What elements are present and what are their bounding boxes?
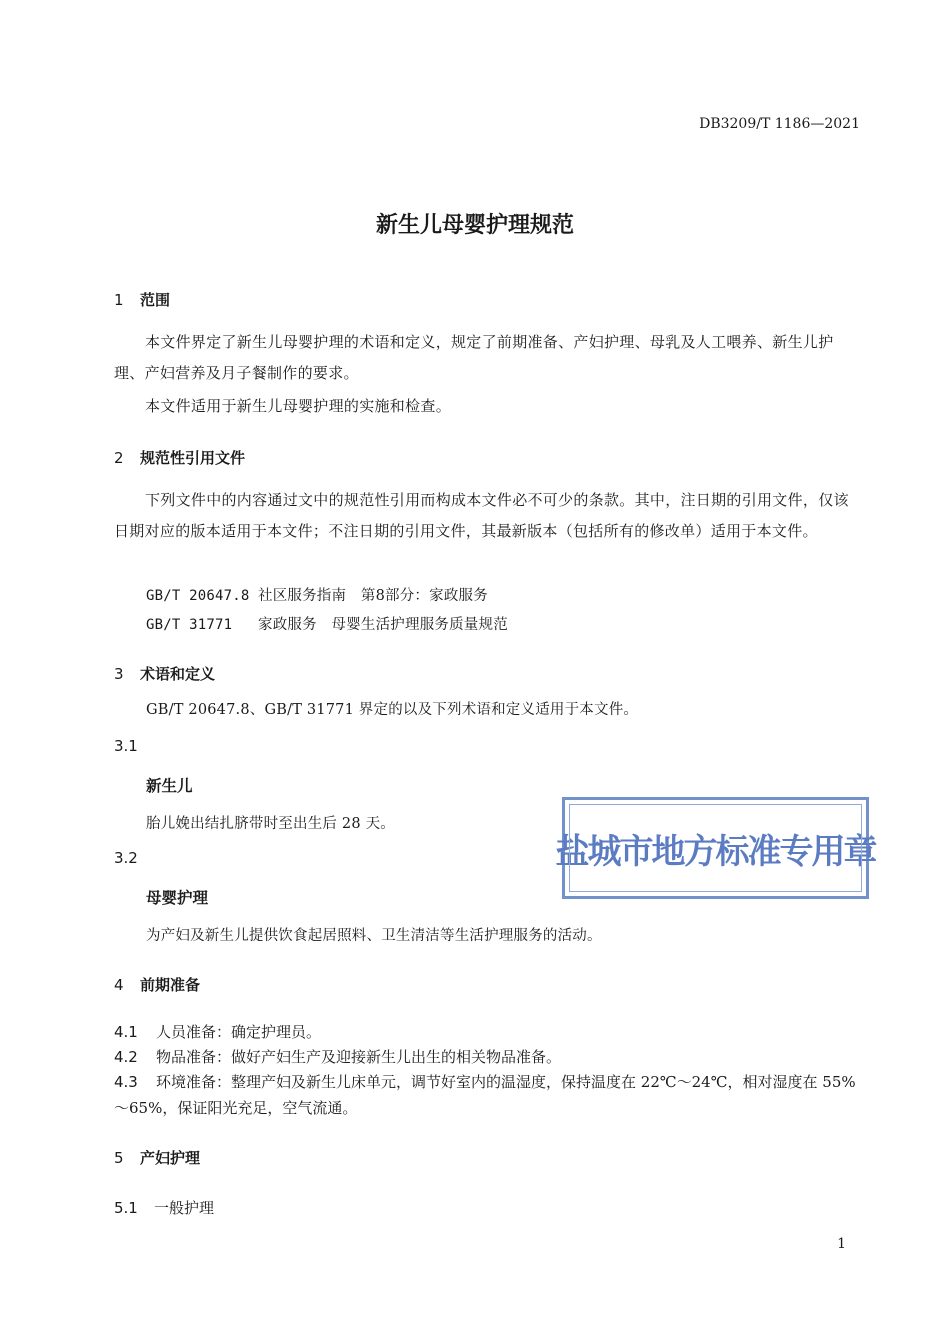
reference-code: GB/T 31771 (146, 617, 233, 633)
section-3-heading (114, 663, 215, 684)
subsection-5-1-heading (114, 1197, 214, 1218)
stamp-text: 盐城市地方标准专用章 (555, 831, 876, 872)
page-title: 新生儿母婴护理规范 (375, 213, 574, 238)
clause-text: 人员准备：确定护理员。 (156, 1023, 322, 1041)
section-1-heading (114, 289, 170, 310)
term-name: 母婴护理 (146, 889, 209, 907)
clause-item (114, 1069, 862, 1121)
normative-reference (146, 584, 488, 605)
section-2-paragraph-1: 下列文件中的内容通过文中的规范性引用而构成本文件必不可少的条款。其中，注日期的引用文件，仅该日期对应的版本适用于本文件；不注日期的引用文件，其最新版本（包括所有的修改单）适用于本文件。 (114, 491, 849, 540)
term-number: 3.1 (114, 737, 138, 755)
section-5-heading (114, 1147, 200, 1168)
page-number: 1 (837, 1236, 846, 1252)
section-4-heading (114, 974, 200, 995)
section-title: 产妇护理 (140, 1149, 201, 1167)
subsection-title: 一般护理 (154, 1199, 215, 1217)
clause-item (114, 1044, 862, 1070)
clause-number: 4.3 (114, 1073, 138, 1091)
section-2-heading (114, 447, 245, 468)
section-number: 2 (114, 449, 124, 467)
clause-text: 物品准备：做好产妇生产及迎接新生儿出生的相关物品准备。 (156, 1048, 562, 1066)
official-seal-stamp (555, 797, 876, 899)
document-number: DB3209/T 1186—2021 (699, 116, 860, 132)
reference-code: GB/T 20647.8 (146, 588, 250, 604)
clause-text: 环境准备：整理产妇及新生儿床单元，调节好室内的温湿度，保持温度在 22℃～24℃，相对湿度在 55%～65%，保证阳光充足，空气流通。 (114, 1073, 856, 1117)
section-title: 规范性引用文件 (140, 449, 246, 467)
section-title: 前期准备 (140, 976, 201, 994)
section-1-paragraph-1: 本文件界定了新生儿母婴护理的术语和定义，规定了前期准备、产妇护理、母乳及人工喂养、新生儿护理、产妇营养及月子餐制作的要求。 (114, 333, 834, 382)
section-number: 5 (114, 1149, 124, 1167)
term-number: 3.2 (114, 849, 138, 867)
subsection-number: 5.1 (114, 1199, 138, 1217)
term-definition: 为产妇及新生儿提供饮食起居照料、卫生清洁等生活护理服务的活动。 (146, 928, 602, 944)
section-1-paragraph-2: 本文件适用于新生儿母婴护理的实施和检查。 (145, 397, 452, 415)
term-definition: 胎儿娩出结扎脐带时至出生后 28 天。 (146, 816, 395, 832)
clause-number: 4.1 (114, 1023, 138, 1041)
section-title: 术语和定义 (140, 665, 216, 683)
clause-number: 4.2 (114, 1048, 138, 1066)
reference-title: 家政服务 母婴生活护理服务质量规范 (258, 617, 508, 633)
reference-title: 社区服务指南 第8部分：家政服务 (258, 588, 488, 604)
term-name: 新生儿 (146, 777, 193, 795)
section-number: 1 (114, 291, 124, 309)
section-3-paragraph-1: GB/T 20647.8、GB/T 31771 界定的以及下列术语和定义适用于本文件。 (146, 702, 639, 718)
section-number: 4 (114, 976, 124, 994)
section-title: 范围 (140, 291, 171, 309)
clause-item (114, 1019, 862, 1045)
section-number: 3 (114, 665, 124, 683)
normative-reference (146, 613, 508, 634)
